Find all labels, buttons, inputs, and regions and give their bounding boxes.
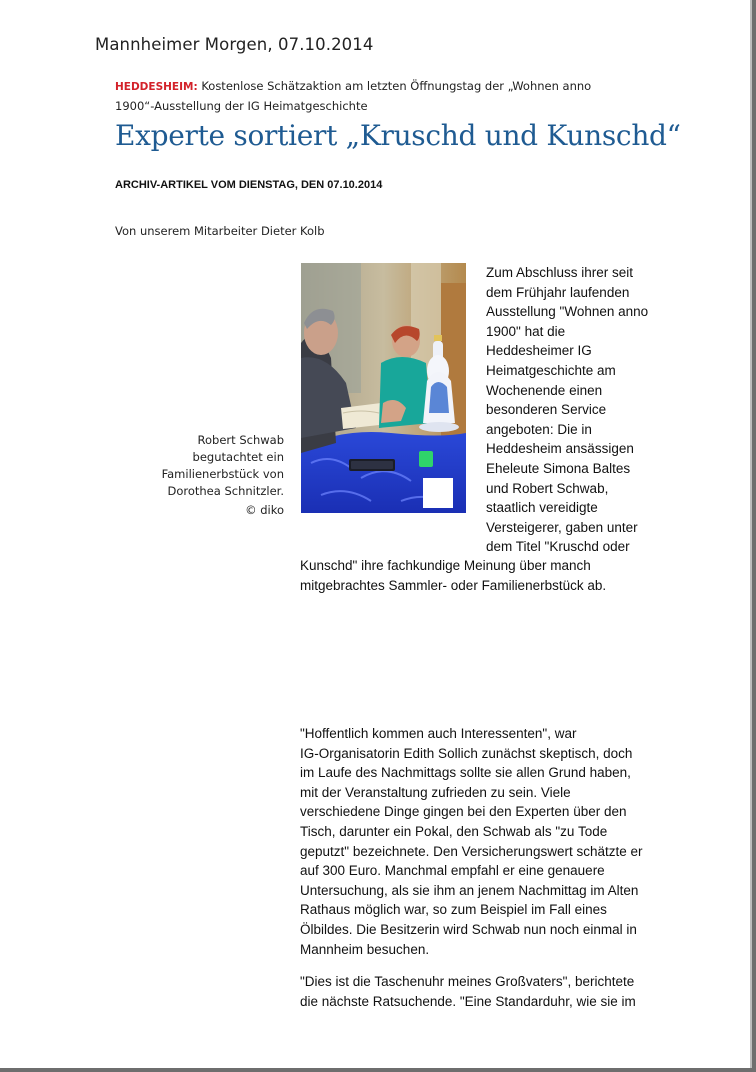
text-line: Heddesheim ansässigen: [486, 441, 634, 457]
photo-illustration: [301, 263, 466, 513]
article-photo: [301, 263, 466, 513]
caption-line: begutachtet ein: [192, 450, 284, 464]
kicker-text-line2: 1900“-Ausstellung der IG Heimatgeschichte: [115, 98, 368, 113]
text-line: 1900" hat die: [486, 323, 566, 339]
headline: Experte sortiert „Kruschd und Kunschd“: [115, 119, 681, 152]
text-line: Ausstellung "Wohnen anno: [486, 304, 649, 320]
text-line: Tisch, darunter ein Pokal, den Schwab als "zu Tode: [300, 823, 608, 839]
paragraph-3: [300, 972, 660, 1011]
paragraph-1-wide: [300, 556, 660, 595]
text-line: Rathaus möglich war, so zum Beispiel im Fall eines: [300, 902, 607, 918]
text-line: Kunschd" ihre fachkundige Meinung über manch: [300, 558, 591, 573]
text-line: geputzt" bezeichnete. Den Versicherungswert schätzte er: [300, 843, 643, 859]
text-line: und Robert Schwab,: [486, 480, 609, 496]
kicker-place: HEDDESHEIM:: [115, 81, 198, 93]
text-line: besonderen Service: [486, 402, 607, 418]
archive-date-line: ARCHIV-ARTIKEL VOM DIENSTAG, DEN 07.10.2014: [115, 179, 383, 191]
text-line: Versteigerer, gaben unter: [486, 519, 638, 535]
byline: Von unserem Mitarbeiter Dieter Kolb: [115, 224, 325, 238]
text-line: Heimatgeschichte am: [486, 362, 616, 378]
kicker-text-line1: Kostenlose Schätzaktion am letzten Öffnungstag der „Wohnen anno: [201, 79, 592, 93]
text-line: Zum Abschluss ihrer seit: [486, 265, 634, 280]
text-line: Mannheim besuchen.: [300, 941, 430, 957]
text-line: "Dies ist die Taschenuhr meines Großvaters", berichtete: [300, 974, 635, 989]
photo-caption: [150, 432, 284, 500]
text-line: Wochenende einen: [486, 382, 603, 398]
text-line: dem Frühjahr laufenden: [486, 284, 630, 300]
caption-line: Robert Schwab: [197, 433, 284, 447]
text-line: auf 300 Euro. Manchmal empfahl er eine genauere: [300, 863, 605, 879]
source-line: Mannheimer Morgen, 07.10.2014: [95, 35, 374, 54]
text-line: mit der Veranstaltung zufrieden zu sein. Viele: [300, 784, 571, 800]
text-line: "Hoffentlich kommen auch Interessenten", war: [300, 726, 577, 741]
text-line: angeboten: Die in: [486, 421, 592, 437]
text-line: im Laufe des Nachmittags sollte sie allen Grund haben,: [300, 765, 631, 781]
paragraph-1-narrow: [486, 263, 656, 557]
paragraph-2: [300, 724, 660, 959]
text-line: mitgebrachtes Sammler- oder Familienerbstück ab.: [300, 577, 607, 593]
page-edge-right: [752, 0, 756, 1072]
text-line: Untersuchung, als sie ihm an jenem Nachmittag im Alten: [300, 882, 639, 898]
text-line: dem Titel "Kruschd oder: [486, 539, 630, 555]
page-edge-bottom: [0, 1068, 756, 1072]
caption-line: Familienerbstück von: [161, 467, 284, 481]
text-line: die nächste Ratsuchende. "Eine Standarduhr, wie sie im: [300, 993, 636, 1009]
caption-line: Dorothea Schnitzler.: [167, 484, 284, 498]
text-line: IG-Organisatorin Edith Sollich zunächst skeptisch, doch: [300, 745, 633, 761]
text-line: Eheleute Simona Baltes: [486, 460, 631, 476]
text-line: Ölbildes. Die Besitzerin wird Schwab nun noch einmal in: [300, 921, 637, 937]
text-line: verschiedene Dinge gingen bei den Experten über den: [300, 804, 627, 820]
text-line: staatlich vereidigte: [486, 500, 598, 516]
kicker: [115, 77, 635, 115]
text-line: Heddesheimer IG: [486, 343, 592, 359]
photo-credit: © diko: [245, 503, 284, 517]
